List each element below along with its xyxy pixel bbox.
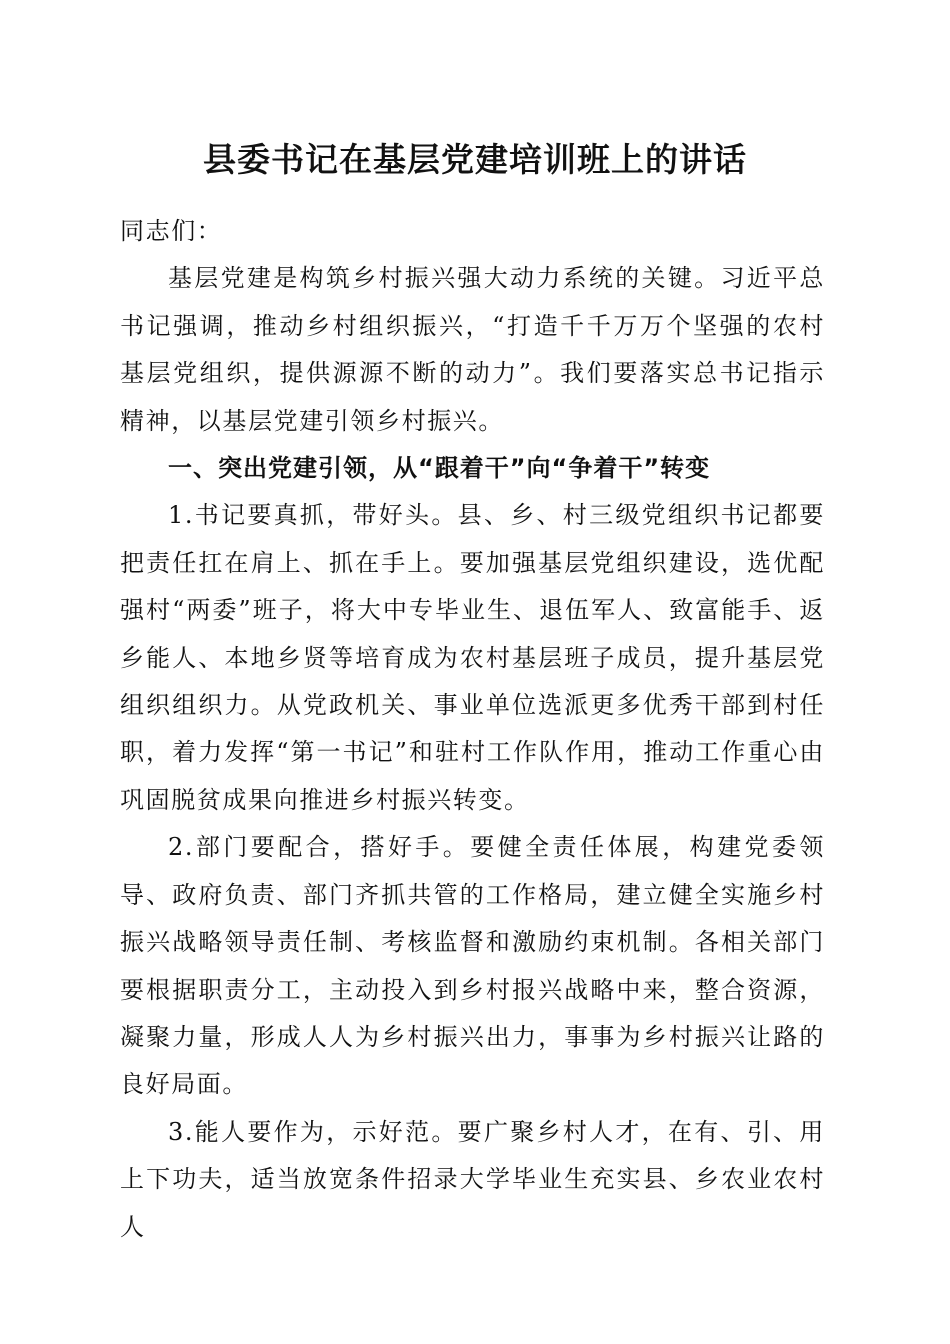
document-body — [120, 208, 825, 1251]
paragraph-3: 3.能人要作为，示好范。要广聚乡村人才，在有、引、用上下功夫，适当放宽条件招录大学毕业生充实县、乡农业农村人 — [120, 1117, 825, 1241]
salutation: 同志们： — [120, 217, 223, 245]
intro-paragraph: 基层党建是构筑乡村振兴强大动力系统的关键。习近平总书记强调，推动乡村组织振兴，“打造千千万万个坚强的农村基层党组织，提供源源不断的动力”。我们要落实总书记指示精神，以基层党建引领乡村振兴。 — [120, 264, 825, 435]
document-title: 县委书记在基层党建培训班上的讲话 — [203, 140, 747, 179]
paragraph-1: 1.书记要真抓，带好头。县、乡、村三级党组织书记都要把责任扛在肩上、抓在手上。要加强基层党组织建设，选优配强村“两委”班子，将大中专毕业生、退伍军人、致富能手、返乡能人、本地乡贤等培育成为农村基层班子成员，提升基层党组织组织力。从党政机关、事业单位选派更多优秀干部到村任职，着力发挥“第一书记”和驻村工作队作用，推动工作重心由巩固脱贫成果向推进乡村振兴转变。 — [120, 501, 825, 814]
section-heading-1: 一、突出党建引领，从“跟着干”向“争着干”转变 — [168, 454, 711, 483]
paragraph-2: 2.部门要配合，搭好手。要健全责任体展，构建党委领导、政府负责、部门齐抓共管的工作格局，建立健全实施乡村振兴战略领导责任制、考核监督和激励约束机制。各相关部门要根据职责分工，主动投入到乡村报兴战略中来，整合资源，凝聚力量，形成人人为乡村振兴出力，事事为乡村振兴让路的良好局面。 — [120, 833, 825, 1099]
